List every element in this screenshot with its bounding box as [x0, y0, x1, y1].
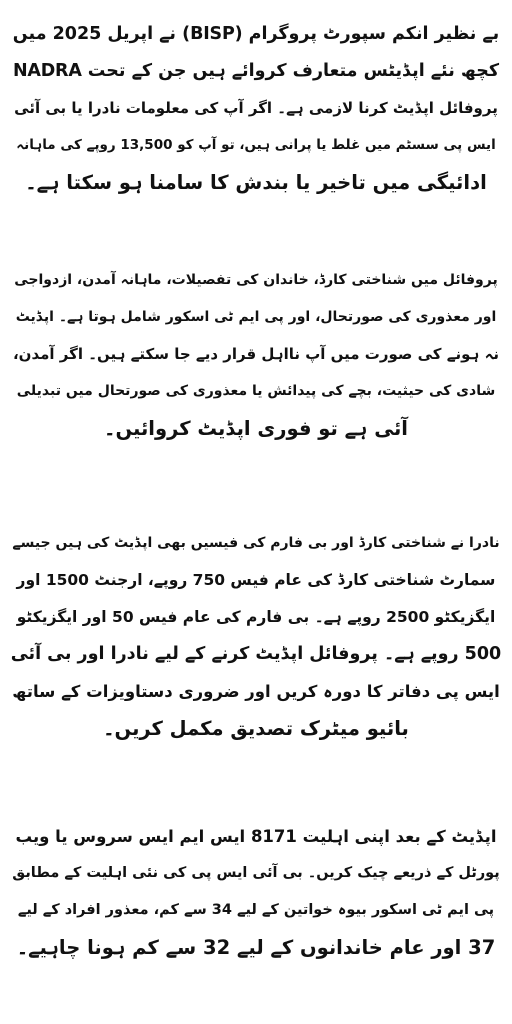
- text-line: 37 اور عام خاندانوں کے لیے 32 سے کم ہونا چاہیے۔: [16, 936, 496, 959]
- text-line: پورٹل کے ذریعے چیک کریں۔ بی آئی ایس پی کی نئی اہلیت کے مطابق: [12, 865, 500, 881]
- text-line: اور معذوری کی صورتحال، اور پی ایم ٹی اسکور شامل ہوتا ہے۔ اپڈیٹ: [15, 309, 497, 325]
- text-line: شادی کی حیثیت، بچے کی پیدائش یا معذوری کی صورتحال میں تبدیلی: [16, 383, 496, 399]
- text-line: بے نظیر انکم سپورٹ پروگرام (BISP) نے اپریل 2025 میں: [12, 24, 500, 44]
- text-line: اپڈیٹ کے بعد اپنی اہلیت 8171 ایس ایم ایس سروس یا ویب: [15, 827, 497, 846]
- paragraph-profile-details: [10, 262, 502, 447]
- text-line: پروفائل میں شناختی کارڈ، خاندان کی تفصیلات، ماہانہ آمدن، ازدواجی: [14, 272, 498, 288]
- text-line: ادائیگی میں تاخیر یا بندش کا سامنا ہو سکتا ہے۔: [25, 171, 487, 194]
- text-line: 500 روپے ہے۔ پروفائل اپڈیٹ کرنے کے لیے نادرا اور بی آئی: [10, 644, 502, 664]
- text-line: نادرا نے شناختی کارڈ اور بی فارم کی فیسیں بھی اپڈیٹ کی ہیں جیسے: [12, 535, 500, 551]
- text-line: پروفائل اپڈیٹ کرنا لازمی ہے۔ اگر آپ کی معلومات نادرا یا بی آئی: [14, 99, 498, 117]
- text-line: سمارٹ شناختی کارڈ کی عام فیس 750 روپے، ارجنٹ 1500 اور: [16, 571, 496, 589]
- text-line: نہ ہونے کی صورت میں آپ نااہل قرار دیے جا سکتے ہیں۔ اگر آمدن،: [12, 345, 499, 363]
- text-line: کچھ نئے اپڈیٹس متعارف کروائے ہیں جن کے تحت NADRA: [12, 61, 500, 81]
- text-line: ایس پی سسٹم میں غلط یا پرانی ہیں، تو آپ کو 13,500 روپے کی ماہانہ: [16, 137, 496, 153]
- text-line: ایگزیکٹو 2500 روپے ہے۔ بی فارم کی عام فیس 50 اور ایگزیکٹو: [16, 608, 496, 626]
- paragraph-nadra-fees: [10, 525, 502, 747]
- text-line: ایس پی دفاتر کا دورہ کریں اور ضروری دستاویزات کے ساتھ: [12, 682, 500, 701]
- text-line: آئی ہے تو فوری اپڈیٹ کروائیں۔: [104, 417, 408, 440]
- paragraph-eligibility-check: [10, 818, 502, 966]
- text-line: پی ایم ٹی اسکور بیوہ خواتین کے لیے 34 سے کم، معذور افراد کے لیے: [17, 902, 495, 918]
- paragraph-bisp-update-intro: [10, 16, 502, 201]
- text-line: بائیو میٹرک تصدیق مکمل کریں۔: [103, 717, 409, 740]
